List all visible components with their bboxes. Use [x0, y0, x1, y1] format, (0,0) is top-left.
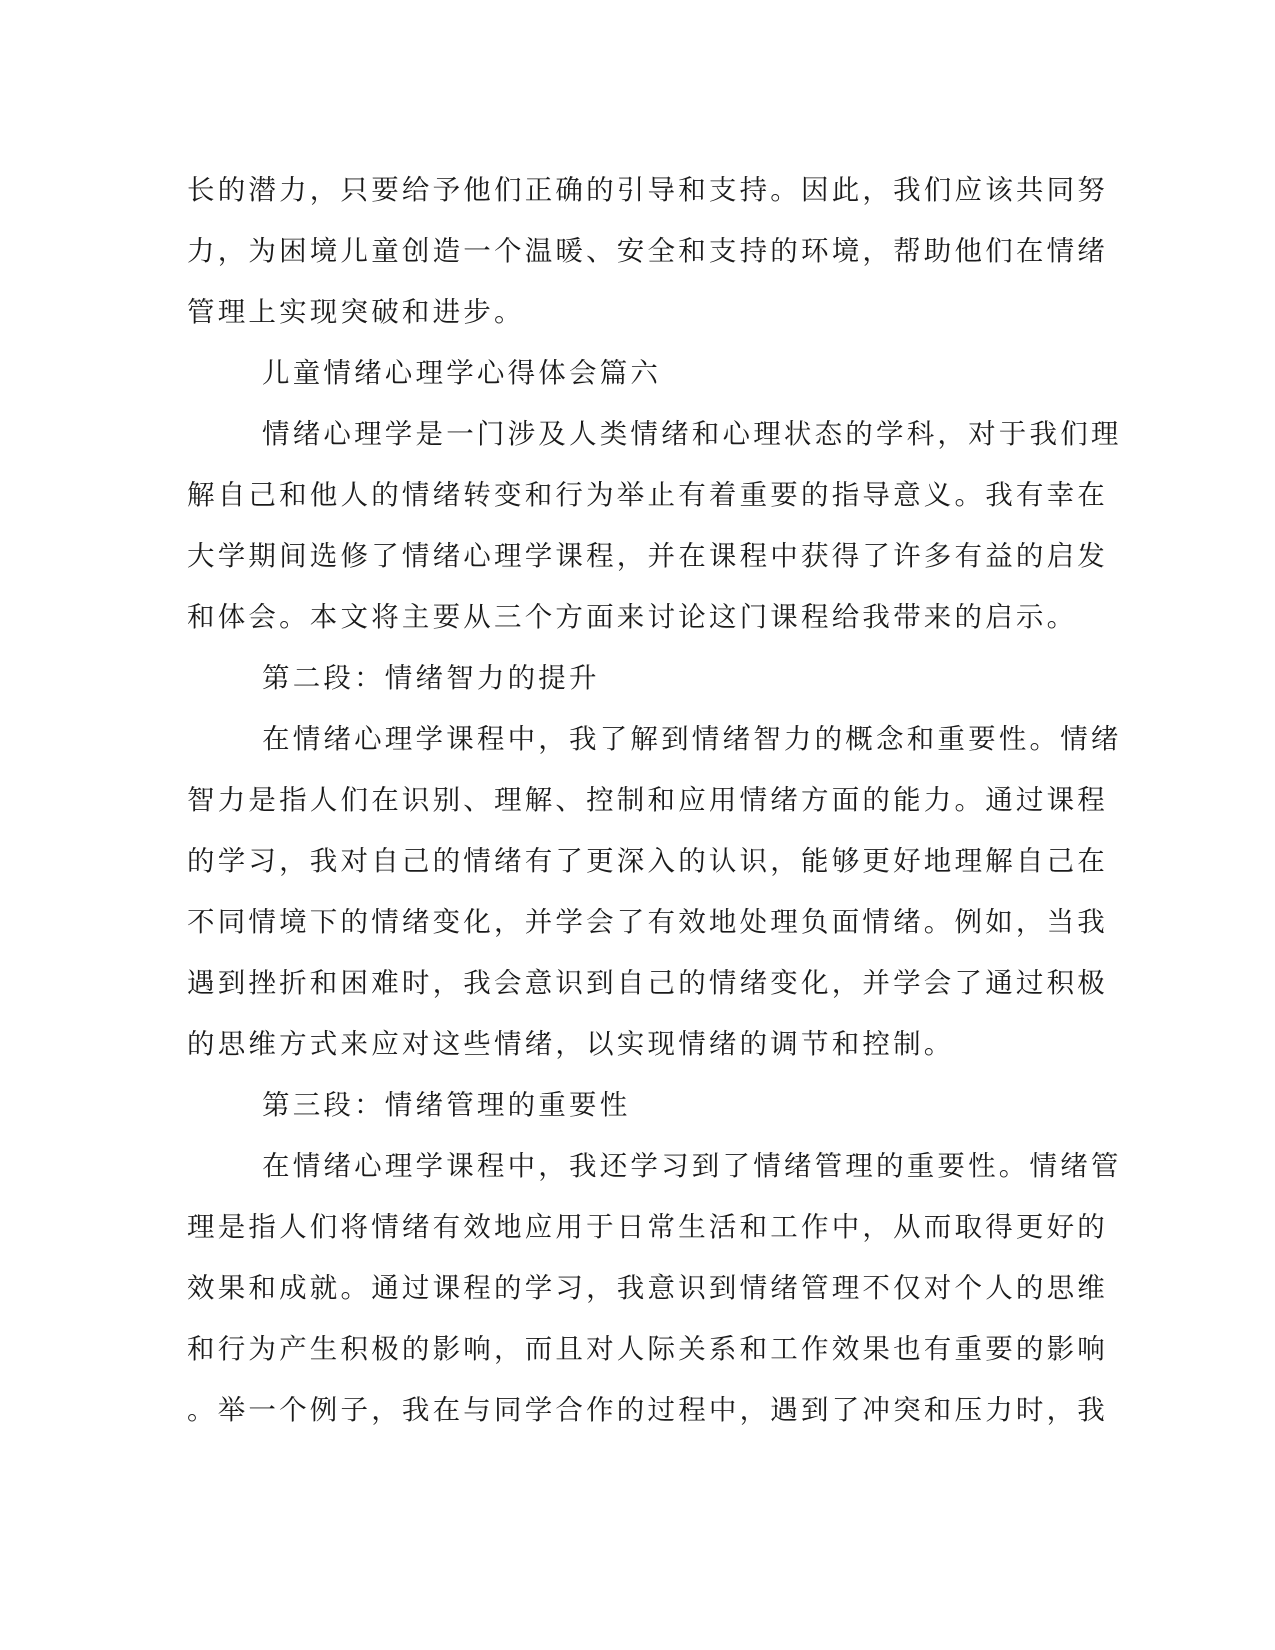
text-line: 。举一个例子，我在与同学合作的过程中，遇到了冲突和压力时，我 [187, 1394, 1108, 1426]
text-line: 效果和成就。通过课程的学习，我意识到情绪管理不仅对个人的思维 [187, 1272, 1108, 1304]
text-line: 在情绪心理学课程中，我了解到情绪智力的概念和重要性。情绪 [262, 723, 1122, 755]
text-line: 的学习，我对自己的情绪有了更深入的认识，能够更好地理解自己在 [187, 845, 1108, 877]
section-title: 儿童情绪心理学心得体会篇六 [262, 357, 662, 389]
text-line: 的思维方式来应对这些情绪，以实现情绪的调节和控制。 [187, 1028, 955, 1060]
text-line: 在情绪心理学课程中，我还学习到了情绪管理的重要性。情绪管 [262, 1150, 1122, 1182]
text-line: 遇到挫折和困难时，我会意识到自己的情绪变化，并学会了通过积极 [187, 967, 1108, 999]
text-line: 大学期间选修了情绪心理学课程，并在课程中获得了许多有益的启发 [187, 540, 1108, 572]
section-heading: 第二段：情绪智力的提升 [262, 662, 600, 694]
text-line: 和体会。本文将主要从三个方面来讨论这门课程给我带来的启示。 [187, 601, 1078, 633]
text-line: 智力是指人们在识别、理解、控制和应用情绪方面的能力。通过课程 [187, 784, 1108, 816]
text-line: 管理上实现突破和进步。 [187, 296, 525, 328]
body-text [187, 160, 1122, 1441]
text-line: 不同情境下的情绪变化，并学会了有效地处理负面情绪。例如，当我 [187, 906, 1108, 938]
text-line: 理是指人们将情绪有效地应用于日常生活和工作中，从而取得更好的 [187, 1211, 1108, 1243]
text-line: 解自己和他人的情绪转变和行为举止有着重要的指导意义。我有幸在 [187, 479, 1108, 511]
section-heading: 第三段：情绪管理的重要性 [262, 1089, 631, 1121]
text-line: 长的潜力，只要给予他们正确的引导和支持。因此，我们应该共同努 [187, 174, 1108, 206]
text-line: 和行为产生积极的影响，而且对人际关系和工作效果也有重要的影响 [187, 1333, 1108, 1365]
text-line: 情绪心理学是一门涉及人类情绪和心理状态的学科，对于我们理 [262, 418, 1122, 450]
text-line: 力，为困境儿童创造一个温暖、安全和支持的环境，帮助他们在情绪 [187, 235, 1108, 267]
